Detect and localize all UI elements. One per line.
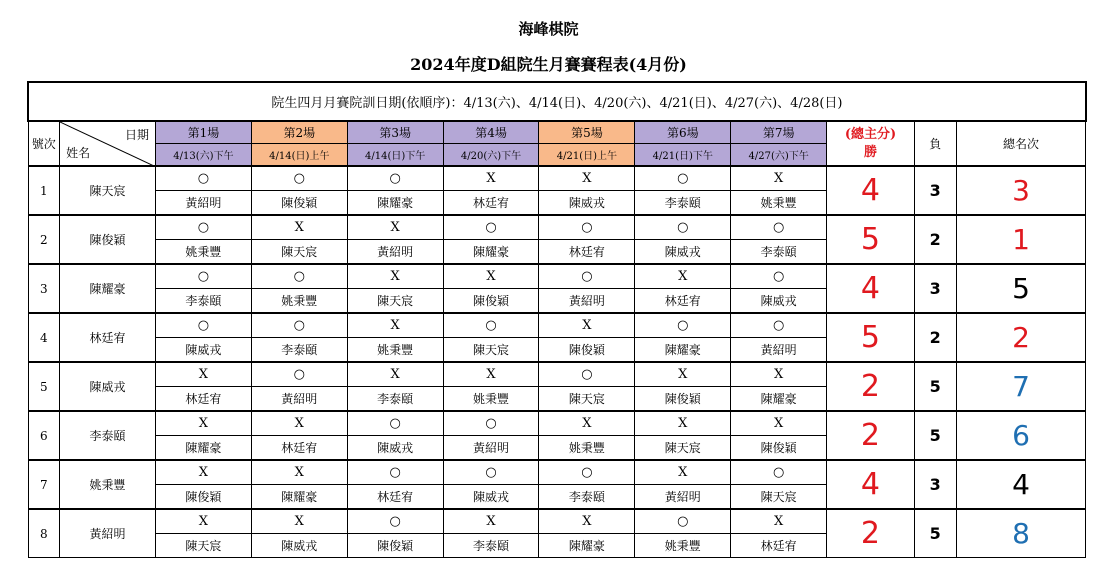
game-result: X [731, 362, 827, 387]
opponent-name: 陳俊穎 [251, 191, 347, 216]
final-rank: 6 [956, 411, 1086, 460]
opponent-name: 陳耀豪 [443, 240, 539, 265]
opponent-name: 陳威戎 [347, 436, 443, 461]
game-result: X [443, 264, 539, 289]
opponent-name: 林廷宥 [539, 240, 635, 265]
losses-total: 3 [914, 264, 956, 313]
rank-same-icon [1086, 264, 1087, 313]
opponent-name: 陳威戎 [539, 191, 635, 216]
opponent-name: 黃紹明 [251, 387, 347, 412]
opponent-name: 林廷宥 [635, 289, 731, 314]
losses-total: 5 [914, 362, 956, 411]
opponent-name: 陳天宸 [443, 338, 539, 363]
game-result: X [539, 166, 635, 191]
game-result: X [443, 509, 539, 534]
opponent-name: 陳耀豪 [731, 387, 827, 412]
opponent-name: 李泰頤 [635, 191, 731, 216]
game-result: X [731, 411, 827, 436]
losses-total: 5 [914, 509, 956, 558]
game-result: X [443, 166, 539, 191]
schedule-table [27, 81, 1087, 558]
opponent-name: 黃紹明 [635, 485, 731, 510]
game-result: ○ [443, 313, 539, 338]
opponent-name: 陳天宸 [347, 289, 443, 314]
round-header-7: 第7場 [731, 121, 827, 144]
game-result: ○ [539, 362, 635, 387]
game-result: ○ [731, 215, 827, 240]
date-label: 日期 [124, 128, 149, 142]
game-result: X [251, 460, 347, 485]
game-result: ○ [347, 509, 443, 534]
opponent-name: 陳耀豪 [251, 485, 347, 510]
opponent-name: 陳耀豪 [539, 534, 635, 558]
game-result: ○ [251, 313, 347, 338]
opponent-name: 姚秉豐 [635, 534, 731, 558]
final-rank: 1 [956, 215, 1086, 264]
opponent-name: 陳耀豪 [155, 436, 251, 461]
opponent-name: 陳天宸 [539, 387, 635, 412]
opponent-name: 黃紹明 [347, 240, 443, 265]
game-result: X [635, 264, 731, 289]
opponent-name: 陳俊穎 [347, 534, 443, 558]
opponent-name: 黃紹明 [443, 436, 539, 461]
game-result: X [539, 313, 635, 338]
training-dates-notice: 院生四月月賽院訓日期(依順序)：4/13(六)、4/14(日)、4/20(六)、4/21(日)、4/27(六)、4/28(日) [28, 82, 1086, 121]
opponent-name: 陳威戎 [251, 534, 347, 558]
player-row [28, 215, 1087, 240]
round-date-7: 4/27(六)下午 [731, 144, 827, 167]
game-result: ○ [635, 313, 731, 338]
opponent-name: 陳俊穎 [635, 387, 731, 412]
game-result: ○ [539, 215, 635, 240]
rank-same-icon [1086, 460, 1087, 509]
game-result: ○ [635, 215, 731, 240]
game-result: X [539, 509, 635, 534]
wins-header-label: (總主分) [844, 126, 897, 142]
wins-header-sub: 勝 [863, 144, 877, 160]
opponent-name: 林廷宥 [155, 387, 251, 412]
opponent-name: 陳天宸 [155, 534, 251, 558]
player-name: 李泰頤 [60, 411, 156, 460]
game-result: ○ [251, 264, 347, 289]
opponent-name: 陳俊穎 [539, 338, 635, 363]
opponent-name: 陳俊穎 [155, 485, 251, 510]
game-result: X [635, 411, 731, 436]
opponent-name: 陳威戎 [155, 338, 251, 363]
game-result: X [155, 509, 251, 534]
name-label: 姓名 [66, 146, 91, 160]
round-date-6: 4/21(日)下午 [635, 144, 731, 167]
player-name: 陳俊穎 [60, 215, 156, 264]
opponent-name: 陳威戎 [443, 485, 539, 510]
rank-up-icon [1086, 215, 1087, 264]
player-row [28, 166, 1087, 191]
player-row [28, 509, 1087, 534]
game-result: ○ [251, 166, 347, 191]
opponent-name: 陳威戎 [731, 289, 827, 314]
game-result: X [251, 215, 347, 240]
player-name: 陳耀豪 [60, 264, 156, 313]
seat-number: 3 [28, 264, 60, 313]
game-result: X [155, 460, 251, 485]
opponent-name: 李泰頤 [251, 338, 347, 363]
round-header-6: 第6場 [635, 121, 731, 144]
game-result: X [347, 264, 443, 289]
game-result: X [539, 411, 635, 436]
player-row [28, 411, 1087, 436]
game-result: X [251, 411, 347, 436]
opponent-name: 林廷宥 [731, 534, 827, 558]
seat-number: 4 [28, 313, 60, 362]
game-result: ○ [251, 362, 347, 387]
opponent-name: 陳威戎 [635, 240, 731, 265]
opponent-name: 李泰頤 [731, 240, 827, 265]
player-name: 陳威戎 [60, 362, 156, 411]
losses-total: 5 [914, 411, 956, 460]
player-name: 姚秉豐 [60, 460, 156, 509]
opponent-name: 黃紹明 [539, 289, 635, 314]
player-row [28, 460, 1087, 485]
losses-total: 3 [914, 460, 956, 509]
game-result: X [347, 362, 443, 387]
game-result: ○ [347, 411, 443, 436]
wins-total: 5 [827, 215, 915, 264]
opponent-name: 姚秉豐 [539, 436, 635, 461]
seat-number: 1 [28, 166, 60, 215]
seat-number: 2 [28, 215, 60, 264]
rank-header: 總名次 [956, 121, 1086, 166]
round-header-2: 第2場 [251, 121, 347, 144]
game-result: X [731, 509, 827, 534]
player-name: 林廷宥 [60, 313, 156, 362]
game-result: X [155, 362, 251, 387]
losses-total: 2 [914, 313, 956, 362]
wins-header [827, 121, 915, 166]
round-header-3: 第3場 [347, 121, 443, 144]
game-result: X [635, 460, 731, 485]
round-header-1: 第1場 [155, 121, 251, 144]
opponent-name: 林廷宥 [443, 191, 539, 216]
game-result: ○ [731, 460, 827, 485]
rank-up-icon [1086, 313, 1087, 362]
game-result: X [251, 509, 347, 534]
opponent-name: 陳俊穎 [443, 289, 539, 314]
opponent-name: 陳天宸 [635, 436, 731, 461]
round-header-5: 第5場 [539, 121, 635, 144]
game-result: ○ [635, 166, 731, 191]
date-name-header [60, 121, 156, 166]
org-title: 海峰棋院 [518, 20, 579, 38]
opponent-name: 李泰頤 [155, 289, 251, 314]
game-result: ○ [347, 460, 443, 485]
round-date-2: 4/14(日)上午 [251, 144, 347, 167]
round-date-4: 4/20(六)下午 [443, 144, 539, 167]
final-rank: 7 [956, 362, 1086, 411]
game-result: X [155, 411, 251, 436]
game-result: ○ [731, 264, 827, 289]
rank-down-icon [1086, 411, 1087, 460]
final-rank: 2 [956, 313, 1086, 362]
game-result: ○ [155, 264, 251, 289]
wins-total: 4 [827, 264, 915, 313]
round-date-3: 4/14(日)下午 [347, 144, 443, 167]
losses-header: 負 [914, 121, 956, 166]
wins-total: 5 [827, 313, 915, 362]
opponent-name: 黃紹明 [731, 338, 827, 363]
opponent-name: 陳天宸 [251, 240, 347, 265]
opponent-name: 陳俊穎 [731, 436, 827, 461]
opponent-name: 陳耀豪 [347, 191, 443, 216]
wins-total: 4 [827, 460, 915, 509]
player-row [28, 362, 1087, 387]
opponent-name: 李泰頤 [539, 485, 635, 510]
opponent-name: 林廷宥 [251, 436, 347, 461]
round-date-1: 4/13(六)下午 [155, 144, 251, 167]
game-result: ○ [443, 215, 539, 240]
game-result: X [347, 313, 443, 338]
game-result: X [347, 215, 443, 240]
losses-total: 2 [914, 215, 956, 264]
game-result: X [443, 362, 539, 387]
opponent-name: 陳天宸 [731, 485, 827, 510]
opponent-name: 李泰頤 [347, 387, 443, 412]
final-rank: 5 [956, 264, 1086, 313]
game-result: ○ [731, 313, 827, 338]
game-result: X [731, 166, 827, 191]
game-result: ○ [635, 509, 731, 534]
seat-number: 5 [28, 362, 60, 411]
rank-down-icon [1086, 362, 1087, 411]
opponent-name: 李泰頤 [443, 534, 539, 558]
game-result: ○ [443, 411, 539, 436]
game-result: ○ [347, 166, 443, 191]
opponent-name: 姚秉豐 [731, 191, 827, 216]
opponent-name: 林廷宥 [347, 485, 443, 510]
opponent-name: 黃紹明 [155, 191, 251, 216]
final-rank: 3 [956, 166, 1086, 215]
seat-number: 7 [28, 460, 60, 509]
game-result: ○ [539, 460, 635, 485]
seat-number: 6 [28, 411, 60, 460]
round-date-5: 4/21(日)上午 [539, 144, 635, 167]
game-result: ○ [155, 215, 251, 240]
seat-number: 8 [28, 509, 60, 558]
player-name: 黃紹明 [60, 509, 156, 558]
opponent-name: 姚秉豐 [347, 338, 443, 363]
final-rank: 8 [956, 509, 1086, 558]
losses-total: 3 [914, 166, 956, 215]
rank-up-icon [1086, 166, 1087, 215]
game-result: ○ [155, 313, 251, 338]
player-row [28, 264, 1087, 289]
rank-down-icon [1086, 509, 1087, 558]
final-rank: 4 [956, 460, 1086, 509]
wins-total: 2 [827, 509, 915, 558]
opponent-name: 陳耀豪 [635, 338, 731, 363]
wins-total: 2 [827, 411, 915, 460]
opponent-name: 姚秉豐 [443, 387, 539, 412]
game-result: ○ [539, 264, 635, 289]
schedule-title: 2024年度D組院生月賽賽程表(4月份) [410, 55, 687, 74]
player-name: 陳天宸 [60, 166, 156, 215]
opponent-name: 姚秉豐 [251, 289, 347, 314]
round-header-4: 第4場 [443, 121, 539, 144]
game-result: X [635, 362, 731, 387]
game-result: ○ [443, 460, 539, 485]
wins-total: 4 [827, 166, 915, 215]
opponent-name: 姚秉豐 [155, 240, 251, 265]
game-result: ○ [155, 166, 251, 191]
wins-total: 2 [827, 362, 915, 411]
seat-header: 號次 [28, 121, 60, 166]
player-row [28, 313, 1087, 338]
